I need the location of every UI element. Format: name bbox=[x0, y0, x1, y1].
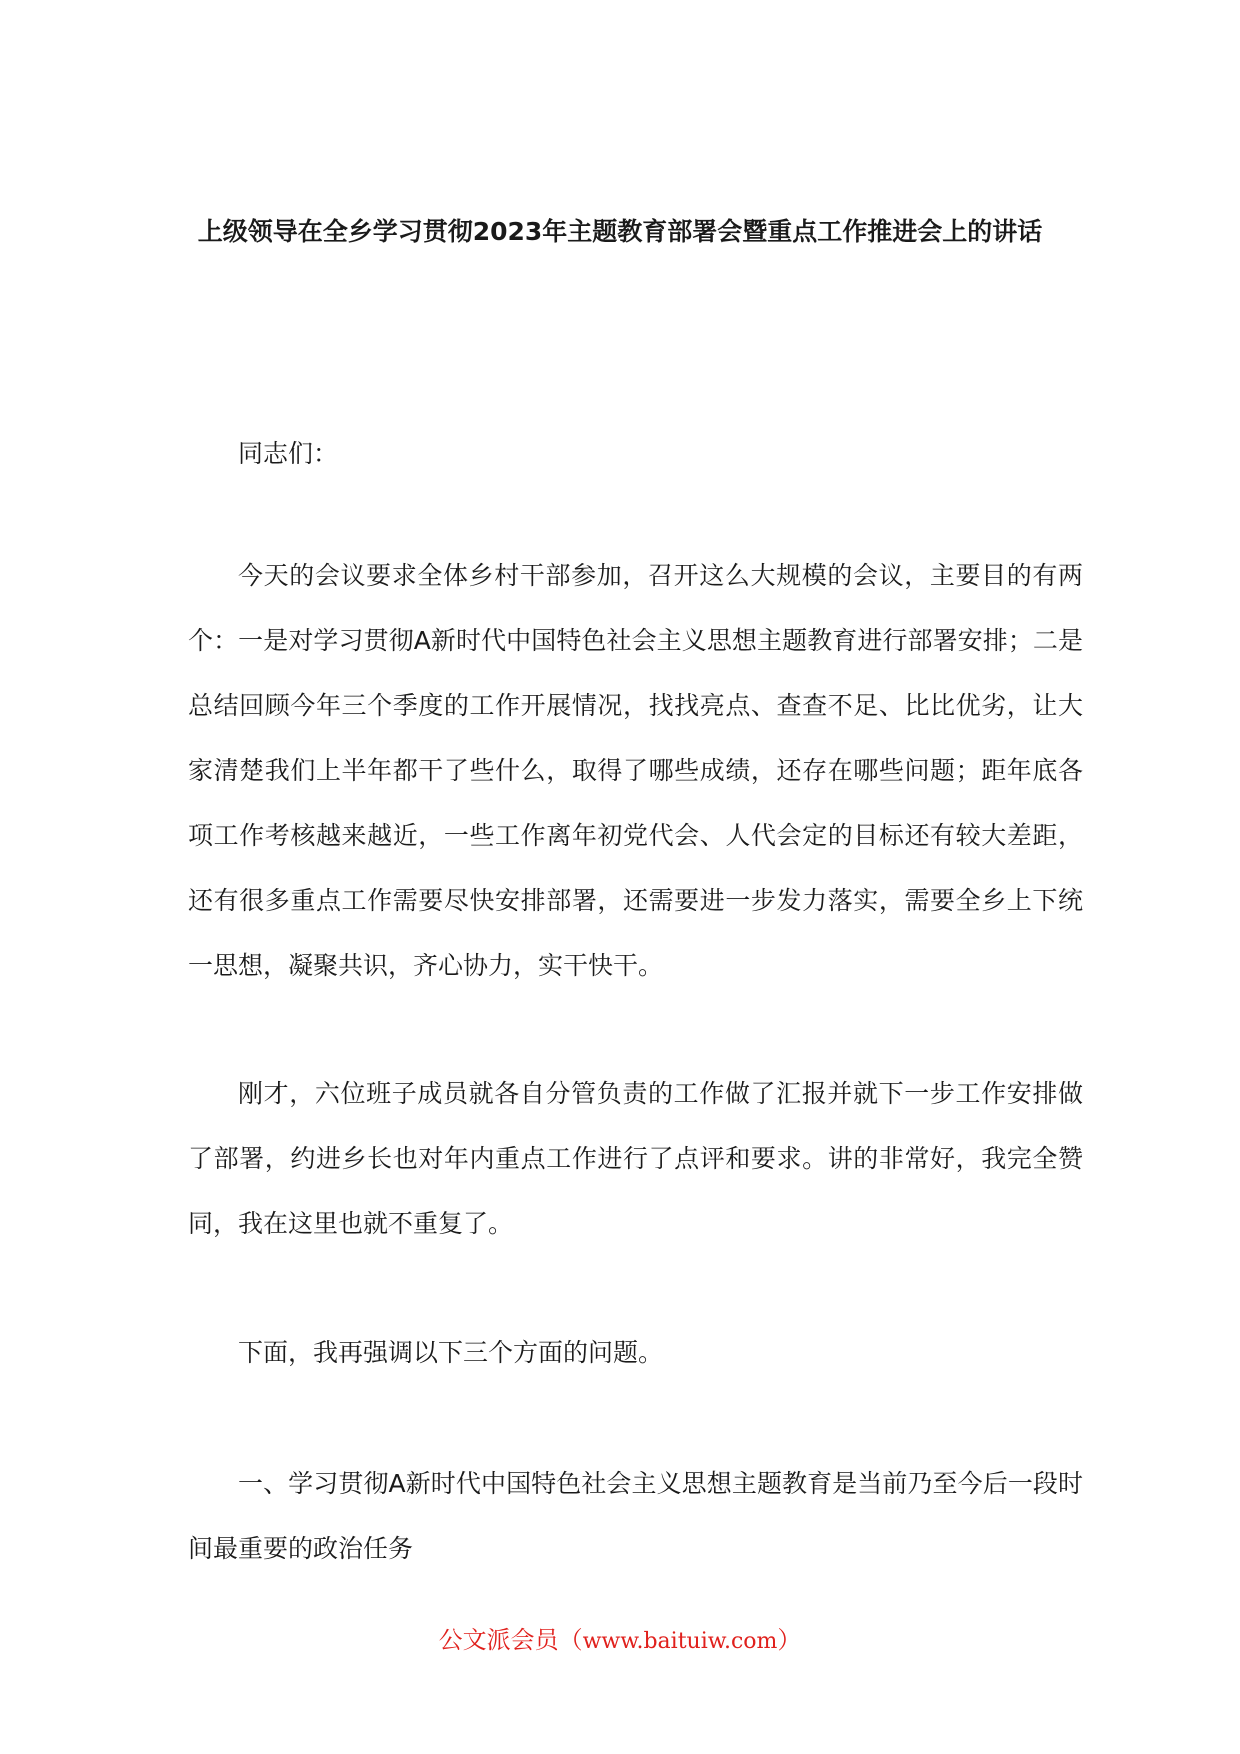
paragraph-intro: 今天的会议要求全体乡村干部参加，召开这么大规模的会议，主要目的有两个：一是对学习贯彻A新时代中国特色社会主义思想主题教育进行部署安排；二是总结回顾今年三个季度的工作开展情况，找找亮点、查查不足、比比优劣，让大家清楚我们上半年都干了些什么，取得了哪些成绩，还存在哪些问题；距年底各项工作考核越来越近，一些工作离年初党代会、人代会定的目标还有较大差距，还有很多重点工作需要尽快安排部署，还需要进一步发力落实，需要全乡上下统一思想，凝聚共识，齐心协力，实干快干。 bbox=[188, 561, 1083, 980]
paragraph-review: 刚才，六位班子成员就各自分管负责的工作做了汇报并就下一步工作安排做了部署，约进乡长也对年内重点工作进行了点评和要求。讲的非常好，我完全赞同，我在这里也就不重复了。 bbox=[188, 1079, 1083, 1238]
footer-watermark bbox=[0, 1620, 1240, 1662]
footer-url[interactable]: www.baituiw.com bbox=[582, 1629, 778, 1654]
footer-label: 公文派会员（ bbox=[438, 1626, 583, 1654]
paragraph-transition: 下面，我再强调以下三个方面的问题。 bbox=[238, 1338, 664, 1367]
document-title: 上级领导在全乡学习贯彻2023年主题教育部署会暨重点工作推进会上的讲话 bbox=[197, 217, 1043, 246]
section-heading-one: 一、学习贯彻A新时代中国特色社会主义思想主题教育是当前乃至今后一段时间最重要的政治任务 bbox=[188, 1469, 1083, 1563]
salutation: 同志们： bbox=[238, 439, 339, 468]
footer-close: ） bbox=[777, 1626, 802, 1654]
